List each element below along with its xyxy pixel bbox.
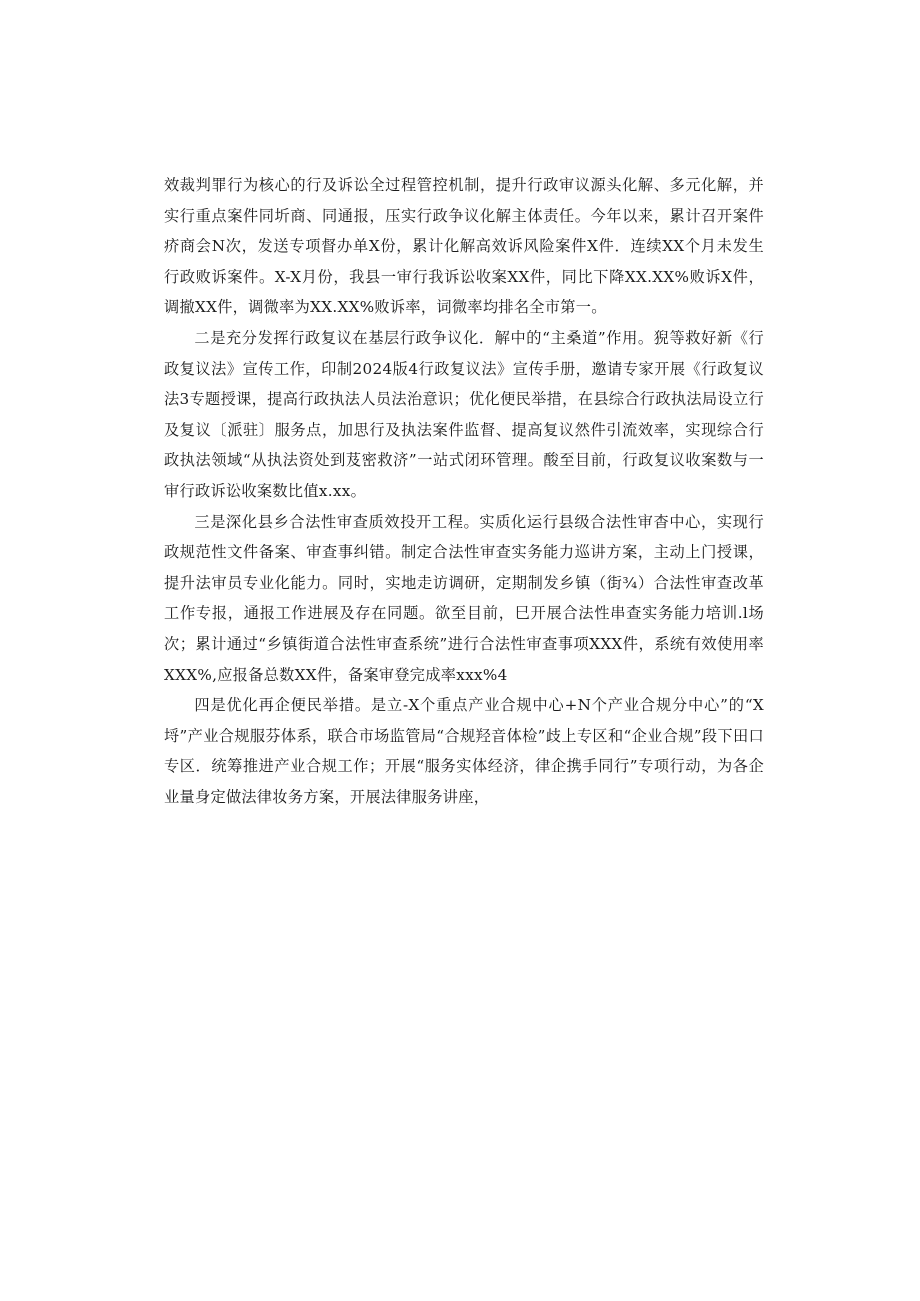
paragraph-4: 四是优化再企便民举措。是立-X个重点产业合规中心+N个产业合规分中心”的“X埒”产业合规服芬体系，联合市场监管局“合规羟音体检”歧上专区和“企业合规”段下田口专区．统筹推进产业合规工作；开展“服务实体经济，律企携手同行”专项行动，为各企业量身定做法律妆务方案，开展法律服务讲座， xyxy=(164,696,764,806)
paragraph-3: 三是深化县乡合法性审查质效投开工程。实质化运行县级合法性审杳中心，实现行政规范性文件备案、审查事纠错。制定合法性审查实务能力巡讲方案，主动上门授课，提升法审员专业化能力。同时，实地走访调研，定期制发乡镇（街¾）合法性审查改革工作专报，通报工作进展及存在同题。欲至目前，巳开展合法性串查实务能力培训.l场次；累计通过“乡镇街道合法性审查系统”进行合法性审查事项XXX件，系统有效使用率XXX%,应报备总数XX件，备案审登完成率xxx%4 xyxy=(164,512,764,684)
paragraph-2: 二是充分发挥行政复议在基层行政争议化．解中的“主桑道”作用。猊等救好新《行政复议法》宣传工作，印制2024版4行政复议法》宣传手册，邀请专家开展《行政复议法3专题授课，提高行政执法人员法治意识；优化便民举措，在县综合行政执法局设立行及复议〔派驻〕服务点，加思行及执法案件监督、提高复议然件引流效率，实现综合行政执法领域“从执法资处到芨密救济”一站式闭环管理。酸至目前，行政复议收案数与一审行政诉讼收案数比值x.xx。 xyxy=(164,328,764,500)
paragraph-1: 效裁判罪行为核心的行及诉讼全过程管控机制，提升行政审议源头化解、多元化解，并实行重点案件同圻商、同通报，压实行政争议化解主体责任。今年以来，累计召开案件疥商会N次，发送专项督办单X份，累计化解高效诉风险案件X件．连续XX个月未发生行政败诉案件。X-X月份，我县一审行我诉讼收案XX件，同比下降XX.XX%败诉X件，调撤XX件，调微率为XX.XX%败诉率，词微率均排名全市第一。 xyxy=(164,176,764,317)
document-body xyxy=(164,170,764,812)
